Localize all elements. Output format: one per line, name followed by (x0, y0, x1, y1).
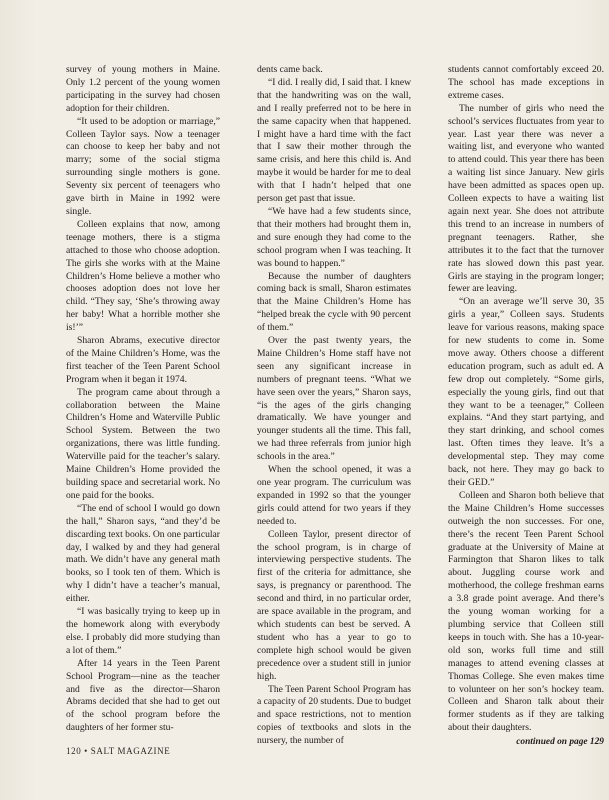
paragraph: Colleen and Sharon both believe that the Maine Children’s Home successes outweigh the non successes. For one, there’s the recent Teen Parent School graduate at the University of Maine at Farmington that Sharon likes to talk about. Juggling course work and motherhood, the college freshman earns a 3.8 grade point average. And there’s the young woman working for a plumbing service that Colleen still keeps in touch with. She has a 10-year-old son, works full time and still manages to attend evening classes at Thomas College. She even makes time to volunteer on her son’s hockey team. Colleen and Sharon talk about their former students as if they are talking about their daughters. (448, 489, 604, 734)
paragraph: Over the past twenty years, the Maine Children’s Home staff have not seen any significant increase in numbers of pregnant teens. “What we have seen over the years,” Sharon says, “is the ages of the girls changing dramatically. We have younger and younger students all the time. This fall, we had three referrals from junior high schools in the area.” (257, 335, 411, 463)
paragraph: After 14 years in the Teen Parent School Program—nine as the teacher and five as the director—Sharon Abrams decided that she had to get out of the school program before the daughters of her former stu- (66, 657, 220, 734)
page-footer: 120 • SALT MAGAZINE (66, 746, 171, 756)
paragraph: Because the number of daughters coming back is small, Sharon estimates that the Maine Children’s Home has “helped break the cycle with 90 percent of them.” (257, 270, 411, 334)
paragraph: “It used to be adoption or marriage,” Colleen Taylor says. Now a teenager can choose to keep her baby and not marry; some of the social stigma surrounding single mothers is gone. Seventy six percent of teenagers who gave birth in Maine in 1992 were single. (66, 115, 220, 217)
column-2 (257, 64, 411, 748)
paragraph: Colleen explains that now, among teenage mothers, there is a stigma attached to those who choose adoption. The girls she works with at the Maine Children’s Home believe a mother who chooses adoption does not love her child. “They say, ‘She’s throwing away her baby! What a horrible mother she is!’” (66, 218, 220, 334)
paragraph: Sharon Abrams, executive director of the Maine Children’s Home, was the first teacher of the Teen Parent School Program when it began it 1974. (66, 335, 220, 385)
paragraph: The Teen Parent School Program has a capacity of 20 students. Due to budget and space restrictions, not to mention copies of textbooks and slots in the nursery, the number of (257, 683, 411, 747)
paragraph: students cannot comfortably exceed 20. The school has made exceptions in extreme cases. (448, 64, 604, 101)
paragraph: When the school opened, it was a one year program. The curriculum was expanded in 1992 so that the younger girls could attend for two years if they needed to. (257, 464, 411, 527)
paragraph: “I did. I really did, I said that. I knew that the handwriting was on the wall, and I really preferred not to be here in the same capacity when that happened. I might have a hard time with the fact that I saw their mother through the same crisis, and here this child is. And maybe it would be harder for me to deal with that I hadn’t helped that one person get past that issue. (257, 76, 411, 205)
paragraph: The program came about through a collaboration between the Maine Children’s Home and Waterville Public School System. Between the two organizations, there was little funding. Waterville paid for the teacher’s salary. Maine Children’s Home provided the building space and secretarial work. No one paid for the books. (66, 386, 220, 501)
continued-link[interactable]: continued on page 129 (516, 737, 604, 748)
paragraph: survey of young mothers in Maine. Only 1.2 percent of the young women participating in the survey had chosen adoption for their children. (66, 64, 220, 114)
column-1 (66, 64, 220, 735)
paragraph: Colleen Taylor, present director of the school program, is in charge of interviewing perspective students. The first of the criteria for admittance, she says, is pregnancy or parenthood. The second and third, in no particular order, are space available in the program, and which students can best be served. A student who has a year to go to complete high school would be given precedence over a student still in junior high. (257, 528, 411, 682)
column-3 (448, 64, 604, 749)
paragraph: “On an average we’ll serve 30, 35 girls a year,” Colleen says. Students leave for various reasons, making space for new students to come in. Some move away. Others choose a different education program, such as adult ed. A few drop out completely. “Some girls, especially the young girls, find out that they want to be a teenager,” Colleen explains. “And they start partying, and they start drinking, and school comes last. Often times they leave. It’s a developmental step. They may come back, not here. They may go back to their GED.” (448, 296, 604, 488)
paragraph: “I was basically trying to keep up in the homework along with everybody else. I probably did more studying than a lot of them.” (66, 606, 220, 656)
paragraph: The number of girls who need the school’s services fluctuates from year to year. Last year there was never a waiting list, and everyone who wanted to attend could. This year there has been a waiting list since January. New girls have been admitted as spaces open up. Colleen expects to have a waiting list again next year. She does not attribute this trend to an increase in numbers of pregnant teenagers. Rather, she attributes it to the fact that the turnover rate has slowed down this past year. Girls are staying in the program longer; fewer are leaving. (448, 102, 604, 295)
paragraph: dents came back. (257, 64, 323, 75)
paragraph: “We have had a few students since, that their mothers had brought them in, and sure enough they had come to the school program when I was teaching. It was bound to happen.” (257, 205, 411, 269)
paragraph: “The end of school I would go down the hall,” Sharon says, “and they’d be discarding text books. On one particular day, I walked by and they had general math. We didn’t have any general math books, so I took ten of them. Which is why I didn’t have a teacher’s manual, either. (66, 502, 220, 605)
